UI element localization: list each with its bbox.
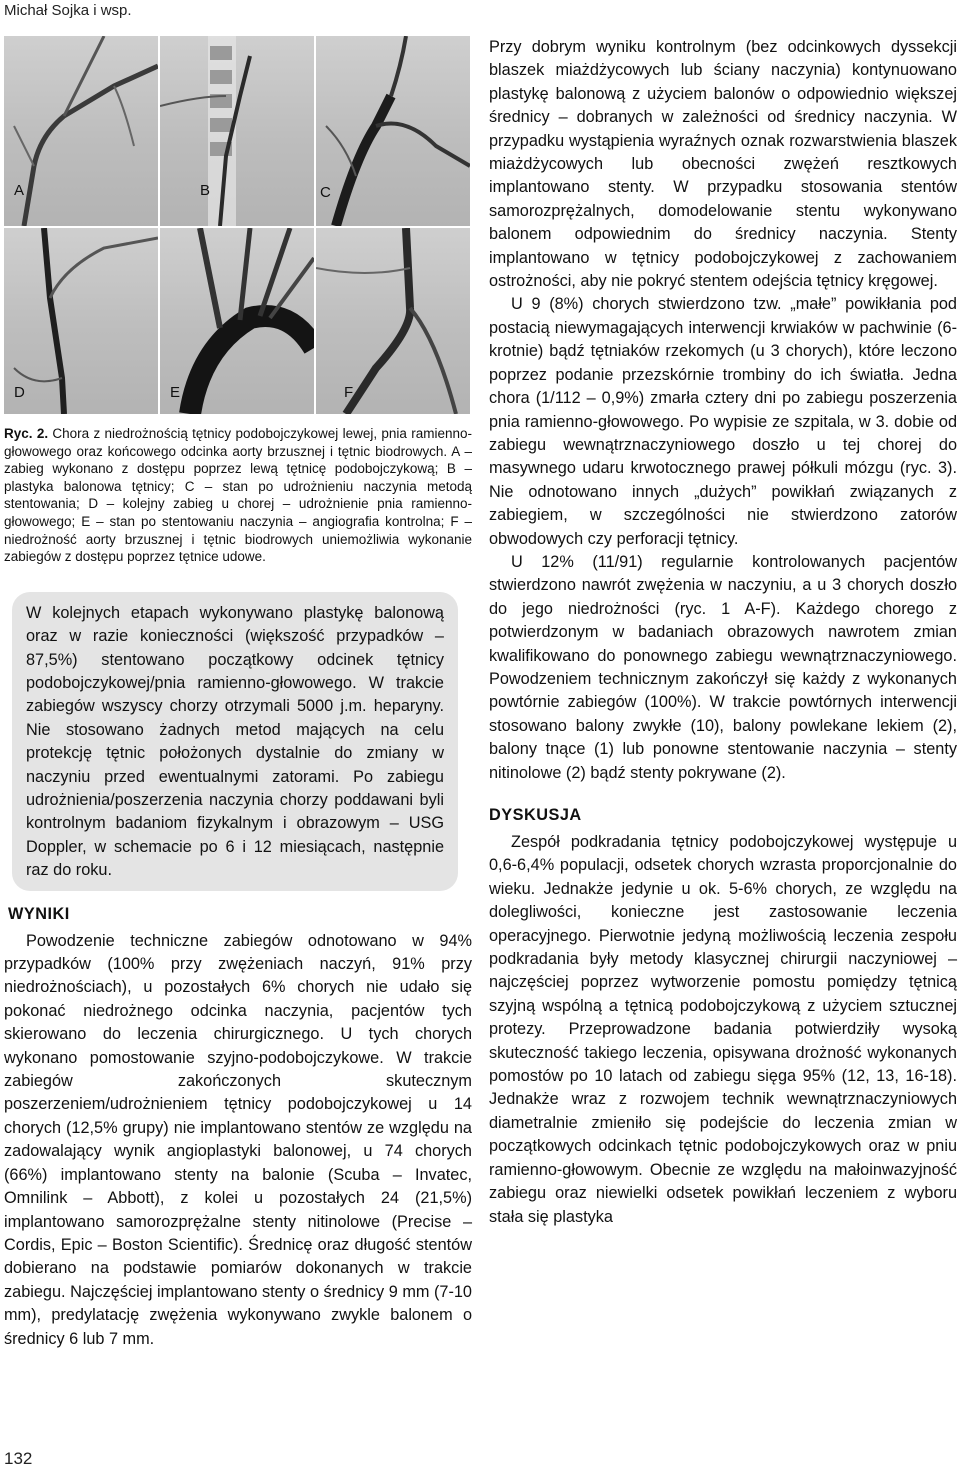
figure-caption	[4, 425, 472, 566]
figure-panel-a	[4, 36, 158, 226]
caption-text: Chora z niedrożnością tętnicy podobojczykowej lewej, pnia ramienno-głowowego oraz końcowego odcinka aorty brzusznej i tętnic biodrowych. A – zabieg wykonano z dostępu poprzez lewą tętnicę podobojczykową; B – plastyka balonowa tętnicy; C – stan po udrożnieniu naczynia metodą stentowania; D – kolejny zabieg u chorej – udrożnienie pnia ramienno-głowowego; E – stan po stentowaniu naczynia – angiografia kontrolna; F – niedrożność aorty brzusznej i tętnic biodrowych uniemożliwia wykonanie zabiegów z dostępu poprzez tętnice udowe.	[4, 426, 472, 565]
figure-panel-e	[160, 228, 314, 414]
panel-letter-e: E	[170, 384, 181, 401]
left-column	[4, 36, 472, 1351]
figure-panel-c	[316, 36, 470, 226]
angiogram-image	[316, 228, 470, 414]
angiogram-image	[4, 36, 158, 226]
angiogram-image	[316, 36, 470, 226]
results-paragraph: Powodzenie techniczne zabiegów odnotowano w 94% przypadków (100% przy zwężeniach naczyń, 91% przy niedrożnościach), u pozostałych 6% chorych nie udało się pokonać niedrożnego odcinka naczynia, pacjentów tych skierowano do leczenia chirurgicznego. U tych chorych wykonano pomostowanie szyjno-podobojczykowe. W trakcie zabiegów zakończonych skutecznym poszerzeniem/udrożnieniem tętnicy podobojczykowej u 14 chorych (12,5% grupy) nie implantowano stentów ze względu na zadowalający wynik angioplastyki balonowej, u 74 chorych (66%) implantowano stenty na balonie (Scuba – Invatec, Omnilink – Abbott), z kolei u pozostałych 24 (21,5%) implantowano samorozprężalne stenty nitinolowe (Precise – Cordis, Epic – Boston Scientific). Średnicę oraz długość stentów dobierano na podstawie pomiarów dokonanych w trakcie zabiegu. Najczęściej implantowano stenty o średnicy 9 mm (7-10 mm), predylatację zwężenia wykonywano zwykle balonem o średnicy 6 lub 7 mm.	[4, 931, 472, 1348]
angiogram-image	[160, 36, 314, 226]
caption-label: Ryc. 2.	[4, 426, 49, 441]
angiogram-image	[4, 228, 158, 414]
figure-panel-b	[160, 36, 314, 226]
page-number: 132	[4, 1449, 33, 1468]
right-column	[489, 36, 957, 1229]
angiogram-image	[160, 228, 314, 414]
figure-2	[4, 36, 470, 414]
panel-letter-a: A	[14, 182, 25, 199]
methods-box: W kolejnych etapach wykonywano plastykę balonową oraz w razie konieczności (większość przypadków – 87,5%) stentowano początkowy odcinek tętnicy podobojczykowej/pnia ramienno-głowowego. W trakcie zabiegów wszyscy chorzy otrzymali 5000 j.m. heparyny. Nie stosowano żadnych metod mających na celu protekcję tętnic położonych dystalnie do zmiany w naczyniu przed ewentualnymi zatorami. Po zabiegu udrożnienia/poszerzenia naczynia chorzy poddawani byli kontrolnym badaniom fizykalnym i obrazowym – USG Doppler, w schemacie po 6 i 12 miesiącach, następnie raz do roku.	[12, 592, 458, 891]
paragraph-stent-technique: Przy dobrym wyniku kontrolnym (bez odcinkowych dyssekcji blaszek miażdżycowych lub ściany naczynia) kontynuowano plastykę balonową z użyciem balonów o odpowiednio większej średnicy – dobranych w zależności od średnicy naczynia. W przypadku wystąpienia wyraźnych oznak rozwarstwienia blaszek miażdżycowych lub obecności zwężeń resztkowych implantowano stenty. W przypadku stosowania stentów samorozprężalnych, domodelowanie stentu wykonywano balonem odpowiednim do średnicy naczynia. Stenty implantowano w tętnicy podobojczykowej z zachowaniem ostrożności, aby nie pokryć stentem odejścia tętnicy kręgowej.	[489, 38, 957, 291]
panel-letter-f: F	[344, 384, 354, 401]
figure-panel-f	[316, 228, 470, 414]
paragraph-restenosis: U 12% (11/91) regularnie kontrolowanych pacjentów stwierdzono nawrót zwężenia w naczyniu, a u 3 chorych doszło do jego niedrożności (ryc. 1 A-F). Każdego chorego z potwierdzonym w badaniach obrazowych nawrotem zmian kwalifikowano do ponownego zabiegu wewnątrznaczyniowego. Powodzeniem technicznym zakończył się każdy z wykonanych powtórnie zabiegów (100%). W trakcie powtórnych interwencji stosowano balony zwykłe (10), balony powlekane lekiem (2), balony tnące (1) lub ponowne stentowanie naczynia – stenty nitinolowe (2) bądź stenty pokrywane (2).	[489, 552, 957, 782]
paragraph-discussion: Zespół podkradania tętnicy podobojczykowej występuje u 0,6-6,4% populacji, odsetek chorych wzrasta proporcjonalnie do wieku. Jednakże jedynie u ok. 5-6% chorych, ze względu na dolegliwości, konieczne jest zastosowanie leczenia operacyjnego. Pierwotnie jedyną możliwością leczenia zespołu podkradania były metody klasycznej chirurgii naczyniowej – najczęściej poprzez wytworzenie pomostu pomiędzy tętnicą szyjną wspólną a tętnicą podobojczykową z użyciem sztucznej protezy. Przeprowadzone badania potwierdziły wysoką skuteczność takiego leczenia, opisywana drożność wykonanych pomostów po 10 latach od zabiegu sięga 95% (12, 13, 16-18). Jednakże wraz z rozwojem technik wewnątrznaczyniowych diametralnie zmieniło się podejście do leczenia zmian w początkowych odcinkach tętnic podobojczykowych oraz w pniu ramienno-głowowym. Obecnie ze względu na małoinwazyjność zabiegu oraz niewielki odsetek powikłań leczeniem z wyboru stała się plastyka	[489, 833, 957, 1226]
panel-letter-d: D	[14, 384, 25, 401]
discussion-heading: DYSKUSJA	[489, 806, 582, 824]
panel-letter-b: B	[200, 182, 211, 199]
paragraph-complications: U 9 (8%) chorych stwierdzono tzw. „małe” powikłania pod postacią niewymagających interwencji krwiaków w pachwinie (6-krotnie) bądź tętniaków rzekomych (u 3 chorych), które leczono poprzez podanie przezskórnie trombiny do ich światła. Jedna chora (1/112 – 0,9%) zmarła cztery dni po zabiegu poszerzenia pnia ramienno-głowowego. Po wypisie ze szpitala, w 3. dobie od zabiegu wewnątrznaczyniowego doszło u tej chorej do masywnego udaru krwotocznego prawej półkuli mózgu (ryc. 3). Nie odnotowano innych „dużych” powikłań związanych z zabiegiem, w szczególności nie stwierdzono zatorów obwodowych czy perforacji tętnicy.	[489, 295, 957, 548]
results-heading: WYNIKI	[8, 904, 70, 923]
running-head: Michał Sojka i wsp.	[4, 2, 132, 19]
panel-letter-c: C	[320, 184, 331, 201]
figure-panel-d	[4, 228, 158, 414]
